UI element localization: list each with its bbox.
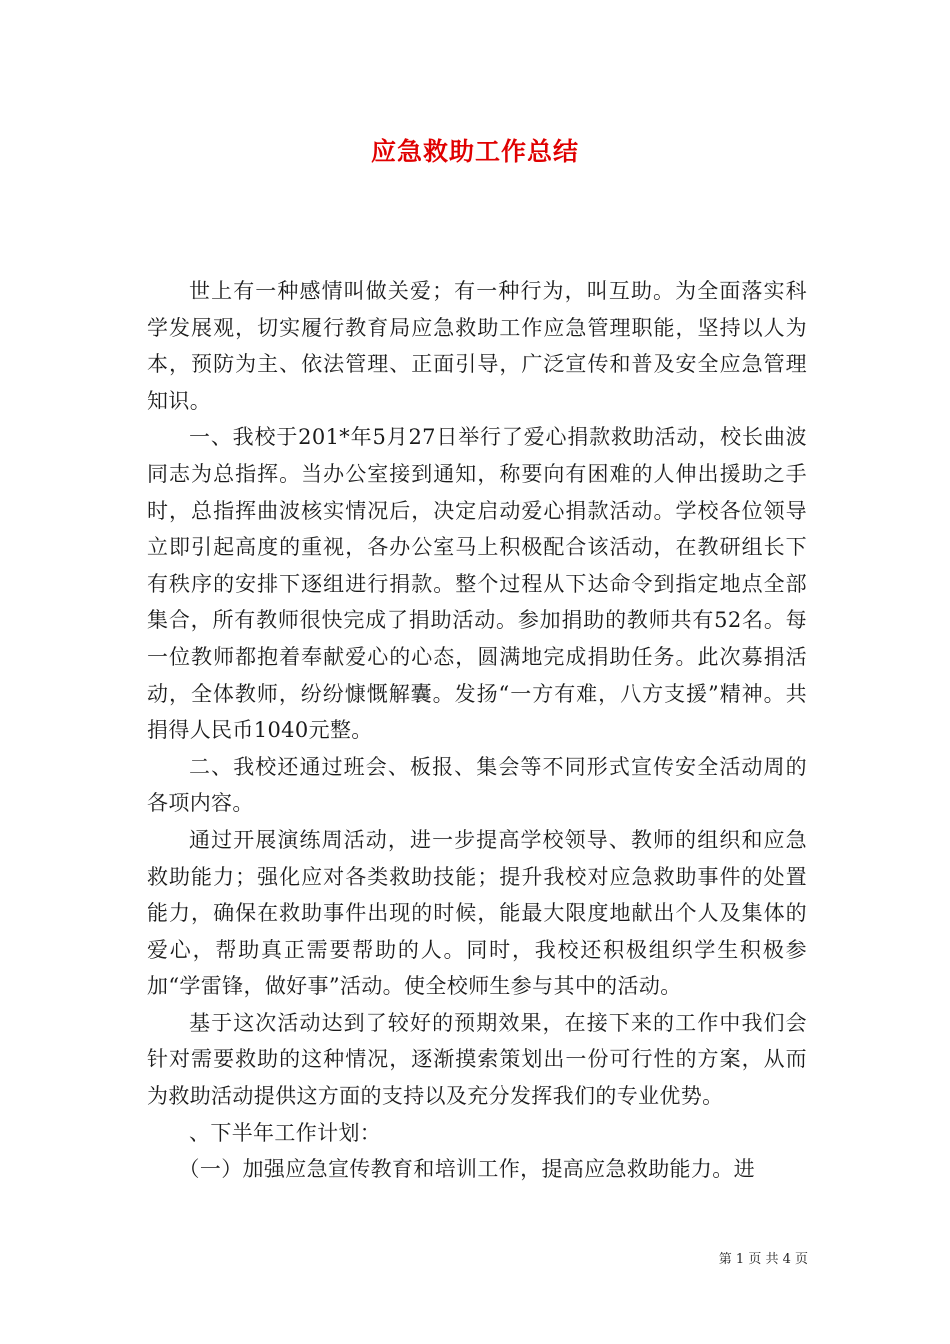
paragraph-section-1: 一、我校于201*年5月27日举行了爱心捐款救助活动，校长曲波同志为总指挥。当办公室接到通知，称要向有困难的人伸出援助之手时，总指挥曲波核实情况后，决定启动爱心捐款活动。学校各位领导立即引起高度的重视，各办公室马上积极配合该活动，在教研组长下有秩序的安排下逐组进行捐款。整个过程从下达命令到指定地点全部集合，所有教师很快完成了捐助活动。参加捐助的教师共有52名。每一位教师都抱着奉献爱心的心态，圆满地完成捐助任务。此次募捐活动，全体教师，纷纷慷慨解囊。发扬“一方有难，八方支援”精神。共捐得人民币1040元整。 xyxy=(147,425,807,743)
paragraph-plan-heading: 、下半年工作计划： xyxy=(189,1120,382,1145)
document-title: 应急救助工作总结 xyxy=(370,137,579,166)
paragraph-section-2: 二、我校还通过班会、板报、集会等不同形式宣传安全活动周的各项内容。 xyxy=(147,754,807,816)
page-number-footer: 第 1 页 共 4 页 xyxy=(718,1252,808,1267)
paragraph-outcome: 基于这次活动达到了较好的预期效果，在接下来的工作中我们会针对需要救助的这种情况，逐渐摸索策划出一份可行性的方案，从而为救助活动提供这方面的支持以及充分发挥我们的专业优势。 xyxy=(147,1010,807,1109)
paragraph-plan-item-1: （一）加强应急宣传教育和培训工作，提高应急救助能力。进 xyxy=(178,1157,755,1182)
document-body xyxy=(147,273,807,1188)
paragraph-intro: 世上有一种感情叫做关爱；有一种行为，叫互助。为全面落实科学发展观，切实履行教育局应急救助工作应急管理职能，坚持以人为本，预防为主、依法管理、正面引导，广泛宣传和普及安全应急管理知识。 xyxy=(147,279,807,413)
paragraph-drill-week: 通过开展演练周活动，进一步提高学校领导、教师的组织和应急救助能力；强化应对各类救助技能；提升我校对应急救助事件的处置能力，确保在救助事件出现的时候，能最大限度地献出个人及集体的爱心，帮助真正需要帮助的人。同时，我校还积极组织学生积极参加“学雷锋，做好事”活动。使全校师生参与其中的活动。 xyxy=(147,827,807,999)
